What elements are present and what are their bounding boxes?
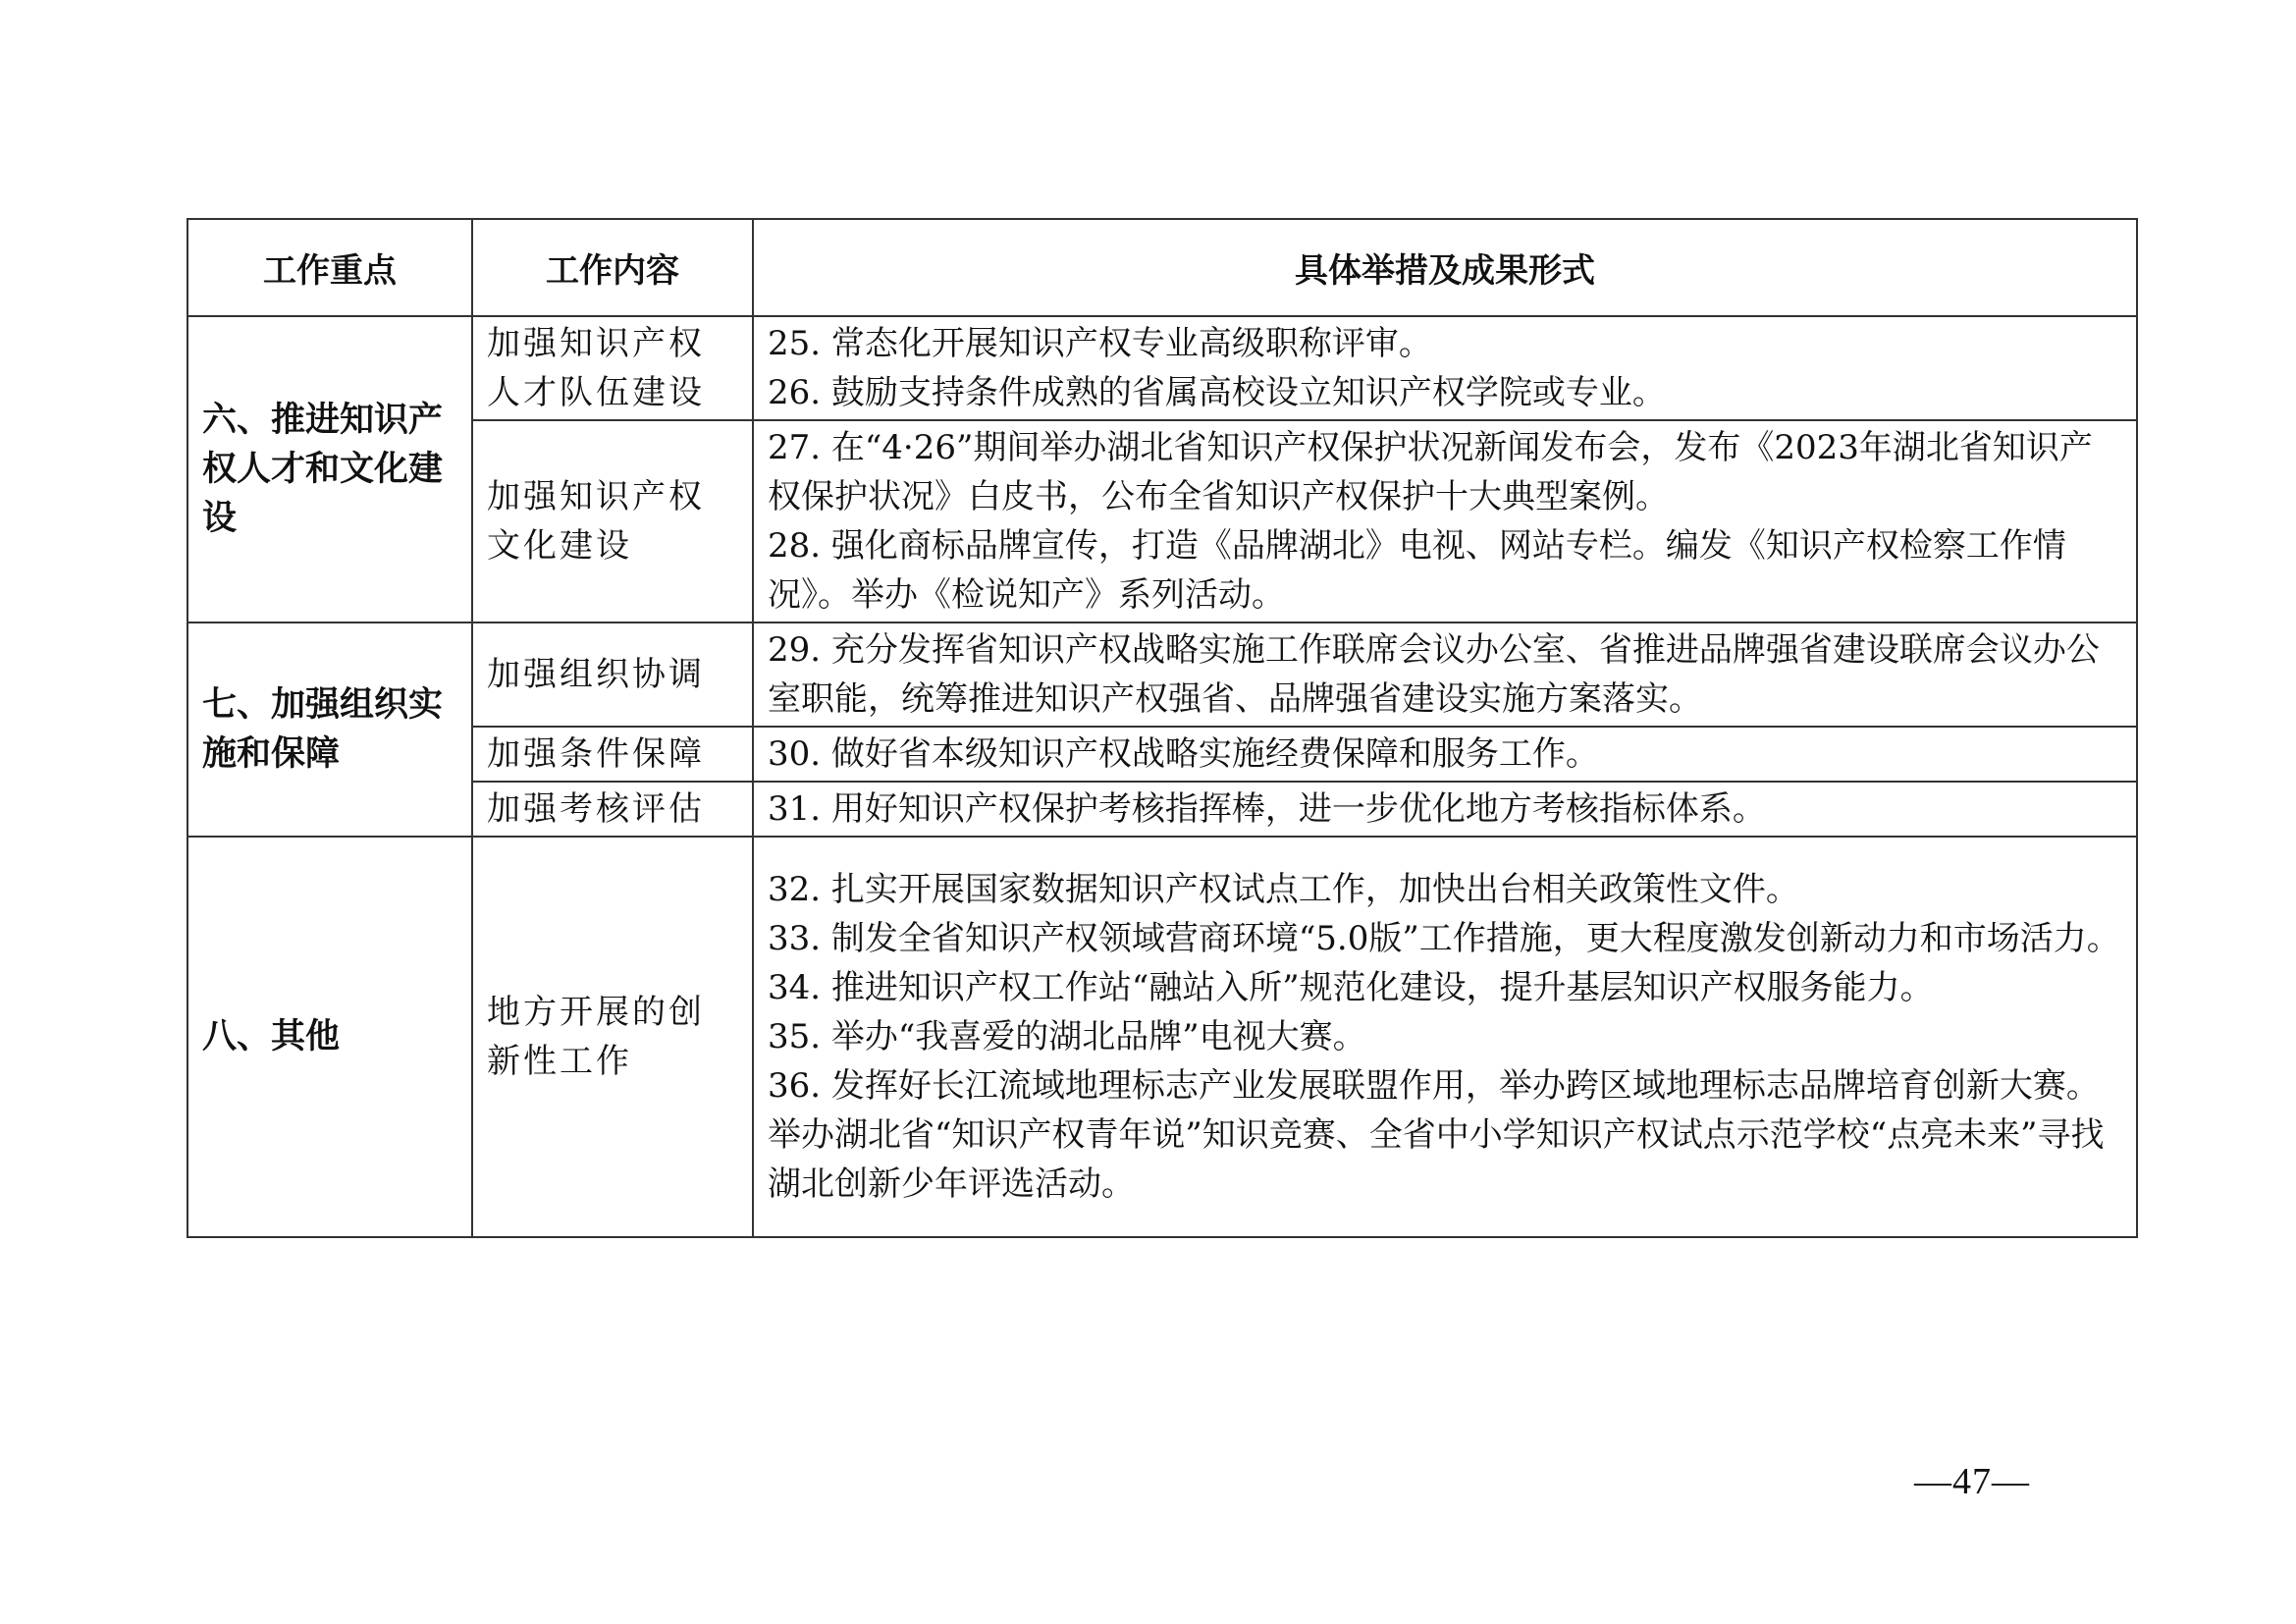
work-content-cell: 加强组织协调 <box>472 623 753 727</box>
measures-cell <box>753 420 2137 623</box>
measure-item: 35. 举办“我喜爱的湖北品牌”电视大赛。 <box>768 1017 1366 1056</box>
table-row <box>187 837 2137 1237</box>
measures-cell <box>753 623 2137 727</box>
measure-item: 31. 用好知识产权保护考核指挥棒，进一步优化地方考核指标体系。 <box>768 789 1766 829</box>
measure-item: 33. 制发全省知识产权领域营商环境“5.0版”工作措施，更大程度激发创新动力和市场活力。 <box>768 919 2120 958</box>
table-row <box>187 623 2137 727</box>
table-row <box>187 782 2137 837</box>
measure-item: 29. 充分发挥省知识产权战略实施工作联席会议办公室、省推进品牌强省建设联席会议办公室职能，统筹推进知识产权强省、品牌强省建设实施方案落实。 <box>768 630 2100 719</box>
measures-cell <box>753 782 2137 837</box>
table-row <box>187 420 2137 623</box>
measure-item: 26. 鼓励支持条件成熟的省属高校设立知识产权学院或专业。 <box>768 373 1666 412</box>
work-content-cell: 加强条件保障 <box>472 727 753 782</box>
page-number: —47— <box>1914 1461 2030 1502</box>
table-header-row <box>187 219 2137 316</box>
measure-item: 36. 发挥好长江流域地理标志产业发展联盟作用，举办跨区域地理标志品牌培育创新大赛。举办湖北省“知识产权青年说”知识竞赛、全省中小学知识产权试点示范学校“点亮未来”寻找湖北创新少年评选活动。 <box>768 1066 2105 1204</box>
work-content-cell: 加强知识产权文化建设 <box>472 420 753 623</box>
header-measures: 具体举措及成果形式 <box>753 219 2137 316</box>
measures-cell <box>753 316 2137 420</box>
work-plan-table <box>187 218 2138 1238</box>
work-focus-cell: 八、其他 <box>187 837 472 1237</box>
measure-item: 27. 在“4·26”期间举办湖北省知识产权保护状况新闻发布会，发布《2023年湖北省知识产权保护状况》白皮书，公布全省知识产权保护十大典型案例。 <box>768 428 2093 516</box>
measure-item: 32. 扎实开展国家数据知识产权试点工作，加快出台相关政策性文件。 <box>768 870 1799 909</box>
table-row <box>187 727 2137 782</box>
work-content-cell: 加强考核评估 <box>472 782 753 837</box>
measure-item: 25. 常态化开展知识产权专业高级职称评审。 <box>768 324 1432 363</box>
table-row <box>187 316 2137 420</box>
measures-cell <box>753 837 2137 1237</box>
work-focus-cell: 六、推进知识产权人才和文化建设 <box>187 316 472 623</box>
measure-item: 34. 推进知识产权工作站“融站入所”规范化建设，提升基层知识产权服务能力。 <box>768 968 1934 1007</box>
measure-item: 28. 强化商标品牌宣传，打造《品牌湖北》电视、网站专栏。编发《知识产权检察工作情况》。举办《检说知产》系列活动。 <box>768 526 2066 615</box>
work-content-cell: 加强知识产权人才队伍建设 <box>472 316 753 420</box>
measure-item: 30. 做好省本级知识产权战略实施经费保障和服务工作。 <box>768 734 1599 774</box>
measures-cell <box>753 727 2137 782</box>
work-content-cell: 地方开展的创新性工作 <box>472 837 753 1237</box>
work-focus-cell: 七、加强组织实施和保障 <box>187 623 472 837</box>
header-work-content: 工作内容 <box>472 219 753 316</box>
header-work-focus: 工作重点 <box>187 219 472 316</box>
